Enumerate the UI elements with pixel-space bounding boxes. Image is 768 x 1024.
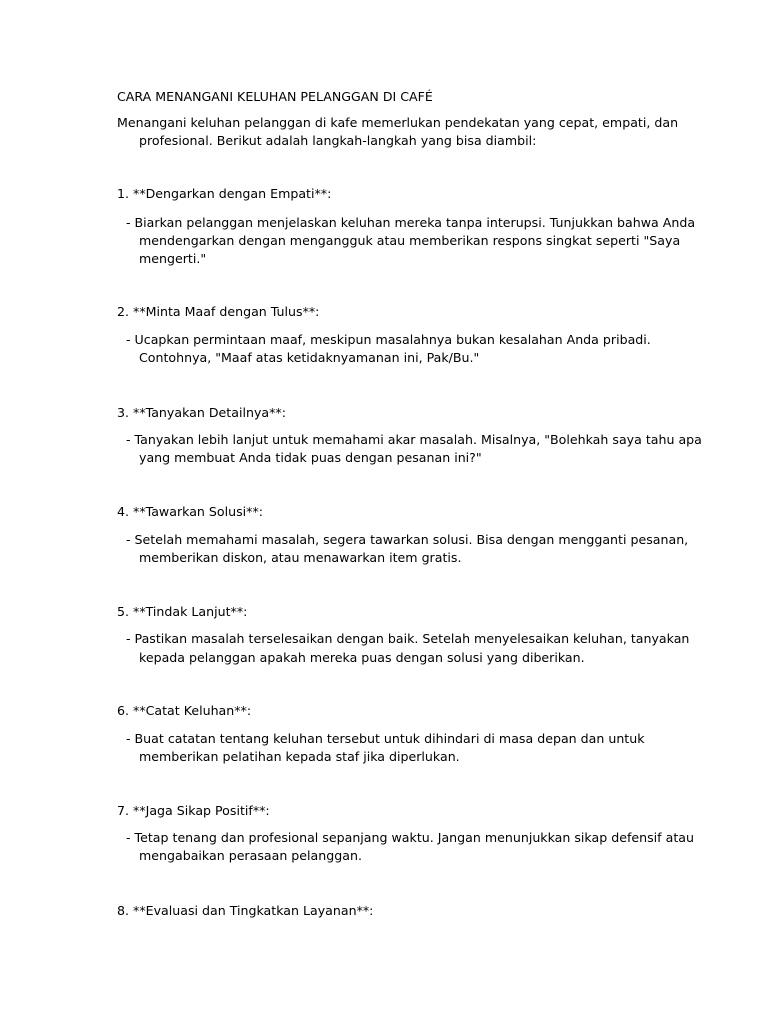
step-5-line-2: kepada pelanggan apakah mereka puas dengan solusi yang diberikan.	[139, 650, 585, 665]
step-1-line-2: mendengarkan dengan mengangguk atau memberikan respons singkat seperti "Saya	[139, 233, 681, 248]
step-4-line-1: - Setelah memahami masalah, segera tawarkan solusi. Bisa dengan mengganti pesanan,	[126, 532, 689, 547]
intro-line-2: profesional. Berikut adalah langkah-langkah yang bisa diambil:	[139, 133, 537, 148]
step-4-heading: 4. **Tawarkan Solusi**:	[117, 504, 263, 519]
step-2-line-1: - Ucapkan permintaan maaf, meskipun masalahnya bukan kesalahan Anda pribadi.	[126, 332, 651, 347]
step-6-line-1: - Buat catatan tentang keluhan tersebut untuk dihindari di masa depan dan untuk	[126, 731, 645, 746]
step-1-line-1: - Biarkan pelanggan menjelaskan keluhan mereka tanpa interupsi. Tunjukkan bahwa Anda	[126, 215, 696, 230]
step-4-line-2: memberikan diskon, atau menawarkan item gratis.	[139, 550, 462, 565]
step-1-heading: 1. **Dengarkan dengan Empati**:	[117, 186, 332, 201]
step-1-line-3: mengerti."	[139, 251, 207, 266]
step-2-heading: 2. **Minta Maaf dengan Tulus**:	[117, 304, 320, 319]
intro-line-1: Menangani keluhan pelanggan di kafe memerlukan pendekatan yang cepat, empati, dan	[117, 115, 679, 130]
step-6-heading: 6. **Catat Keluhan**:	[117, 703, 252, 718]
step-5-heading: 5. **Tindak Lanjut**:	[117, 604, 248, 619]
step-5-line-1: - Pastikan masalah terselesaikan dengan baik. Setelah menyelesaikan keluhan, tanyakan	[126, 631, 690, 646]
step-7-heading: 7. **Jaga Sikap Positif**:	[117, 803, 270, 818]
step-8-heading: 8. **Evaluasi dan Tingkatkan Layanan**:	[117, 903, 374, 918]
step-3-heading: 3. **Tanyakan Detailnya**:	[117, 405, 286, 420]
step-3-line-2: yang membuat Anda tidak puas dengan pesanan ini?"	[139, 450, 482, 465]
step-7-line-1: - Tetap tenang dan profesional sepanjang waktu. Jangan menunjukkan sikap defensif atau	[126, 830, 694, 845]
step-2-line-2: Contohnya, "Maaf atas ketidaknyamanan ini, Pak/Bu."	[139, 350, 480, 365]
document-title: CARA MENANGANI KELUHAN PELANGGAN DI CAFÉ	[117, 89, 433, 104]
step-6-line-2: memberikan pelatihan kepada staf jika diperlukan.	[139, 749, 460, 764]
step-3-line-1: - Tanyakan lebih lanjut untuk memahami akar masalah. Misalnya, "Bolehkah saya tahu apa	[126, 432, 702, 447]
step-7-line-2: mengabaikan perasaan pelanggan.	[139, 848, 362, 863]
